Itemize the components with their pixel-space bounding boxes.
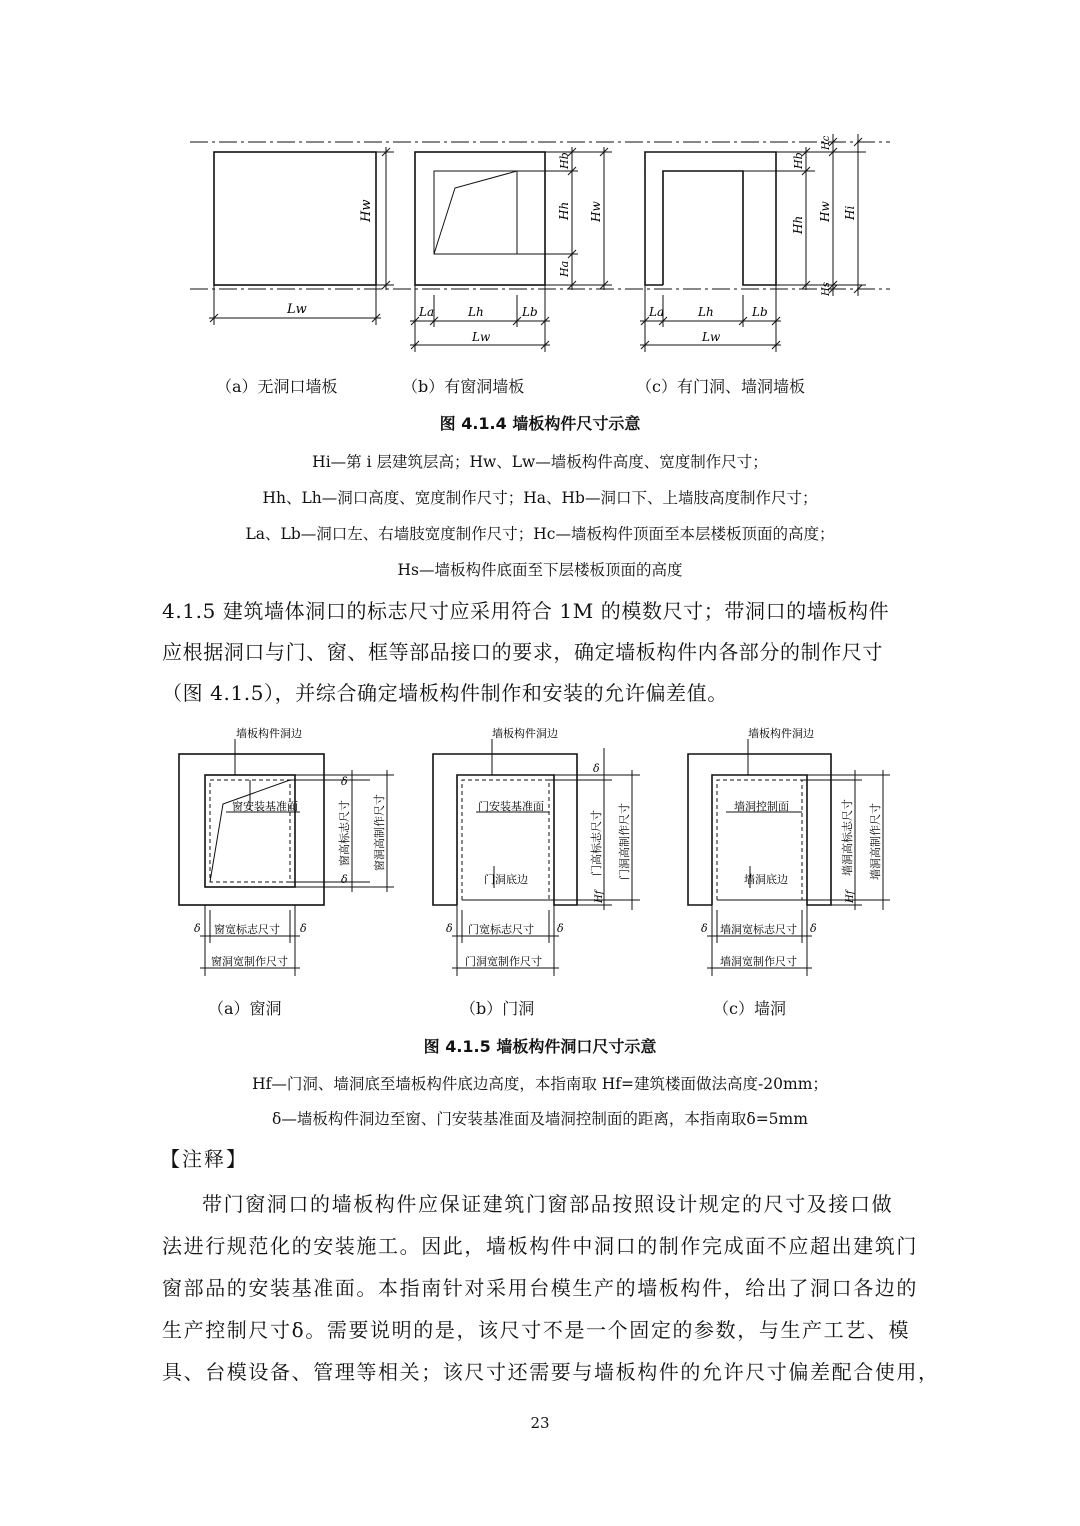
- delta-b-top: δ: [593, 762, 600, 775]
- made-w-c: 墙洞宽制作尺寸: [720, 955, 797, 968]
- note-heading: 【注释】: [160, 1147, 248, 1171]
- std-w-b: 门宽标志尺寸: [468, 923, 534, 936]
- edge-label-b: 墙板构件洞边: [492, 727, 558, 740]
- label-ha-b: Ha: [558, 260, 571, 277]
- legend-2-line-1: Hf—门洞、墙洞底至墙板构件底边高度，本指南取 Hf=建筑楼面做法高度-20mm；: [252, 1075, 828, 1093]
- std-w-a: 窗宽标志尺寸: [214, 923, 280, 936]
- clause-line-1: 4.1.5 建筑墙体洞口的标志尺寸应采用符合 1M 的模数尺寸；带洞口的墙板构件: [162, 599, 890, 623]
- label-hb-b: Hb: [558, 152, 571, 169]
- delta-b-right: δ: [557, 922, 564, 935]
- label-lw-b: Lw: [472, 330, 491, 344]
- label-hh-c: Hh: [791, 215, 805, 234]
- label-lh-b: Lh: [468, 305, 484, 319]
- label-lb-c: Lb: [752, 305, 768, 319]
- edge-label-c: 墙板构件洞边: [748, 727, 814, 740]
- delta-a-bottom: δ: [341, 873, 348, 886]
- label-hi-c: Hi: [843, 205, 857, 220]
- label-hh-b: Hh: [557, 201, 571, 220]
- hf-b: Hf: [594, 890, 605, 903]
- clause-line-2: 应根据洞口与门、窗、框等部品接口的要求，确定墙板构件内各部分的制作尺寸: [162, 640, 883, 664]
- legend-1-line-1: Hi—第 i 层建筑层高；Hw、Lw—墙板构件高度、宽度制作尺寸；: [312, 453, 768, 471]
- plane-label-c: 墙洞控制面: [734, 800, 789, 813]
- label-hc-c: Hc: [821, 135, 832, 150]
- delta-a-left: δ: [194, 922, 201, 935]
- label-hb-c: Hb: [792, 152, 805, 169]
- note-line-4: 生产控制尺寸δ。需要说明的是，该尺寸不是一个固定的参数，与生产工艺、模: [162, 1318, 911, 1342]
- bottom-label-b: 门洞底边: [484, 873, 528, 886]
- caption-b-1: （b）有窗洞墙板: [402, 377, 525, 396]
- bottom-label-c: 墙洞底边: [744, 873, 788, 886]
- delta-c-left: δ: [701, 922, 708, 935]
- clause-line-3: （图 4.1.5），并综合确定墙板构件制作和安装的允许偏差值。: [162, 681, 728, 705]
- page-number: 23: [530, 1414, 550, 1432]
- note-line-5: 具、台模设备、管理等相关；该尺寸还需要与墙板构件的允许尺寸偏差配合使用，: [162, 1360, 940, 1384]
- edge-label-a: 墙板构件洞边: [236, 727, 302, 740]
- label-lw-a: Lw: [287, 302, 307, 317]
- legend-1-line-2: Hh、Lh—洞口高度、宽度制作尺寸；Ha、Hb—洞口下、上墙肢高度制作尺寸；: [262, 489, 818, 507]
- caption-a-2: （a）窗洞: [208, 999, 282, 1018]
- std-h-c: 墙洞高标志尺寸: [841, 799, 854, 876]
- label-lh-c: Lh: [698, 305, 714, 319]
- label-la-c: La: [649, 305, 665, 319]
- label-hw-a: Hw: [359, 199, 374, 222]
- figure-4-1-5: [0, 718, 1080, 1008]
- caption-b-2: （b）门洞: [460, 999, 535, 1018]
- label-lw-c: Lw: [702, 330, 721, 344]
- made-h-c: 墙洞高制作尺寸: [869, 803, 882, 880]
- note-line-2: 法进行规范化的安装施工。因此，墙板构件中洞口的制作完成面不应超出建筑门: [162, 1234, 918, 1258]
- made-w-a: 窗洞宽制作尺寸: [211, 955, 288, 968]
- delta-b-left: δ: [446, 922, 453, 935]
- panel-c-door-opening: [640, 134, 866, 352]
- opening-a-window: [179, 726, 394, 976]
- plane-label-a: 窗安装基准面: [232, 800, 298, 813]
- caption-a-1: （a）无洞口墙板: [216, 377, 338, 396]
- std-h-b: 门高标志尺寸: [590, 810, 603, 876]
- std-w-c: 墙洞宽标志尺寸: [720, 923, 797, 936]
- made-h-a: 窗洞高制作尺寸: [373, 794, 386, 871]
- legend-1-line-4: Hs—墙板构件底面至下层楼板顶面的高度: [397, 561, 683, 579]
- figure-title-2: 图 4.1.5 墙板构件洞口尺寸示意: [423, 1037, 657, 1056]
- panel-b-window-opening: [410, 147, 612, 352]
- note-line-3: 窗部品的安装基准面。本指南针对采用台模生产的墙板构件，给出了洞口各边的: [162, 1276, 918, 1300]
- plane-label-b: 门安装基准面: [478, 800, 544, 813]
- label-hs-c: Hs: [821, 282, 832, 296]
- figure-4-1-4: [0, 0, 1080, 370]
- label-hw-c: Hw: [818, 201, 832, 222]
- caption-c-1: （c）有门洞、墙洞墙板: [636, 377, 805, 396]
- opening-b-door: [433, 726, 640, 976]
- panel-a-no-opening: [209, 147, 394, 325]
- opening-c-wall: [688, 726, 890, 976]
- delta-c-right: δ: [810, 922, 817, 935]
- std-h-a: 窗高标志尺寸: [338, 800, 351, 866]
- hf-c: Hf: [845, 890, 856, 903]
- delta-a-right: δ: [300, 922, 307, 935]
- label-la-b: La: [419, 305, 435, 319]
- delta-a-top: δ: [341, 775, 348, 788]
- made-w-b: 门洞宽制作尺寸: [465, 955, 542, 968]
- figure-title-1: 图 4.1.4 墙板构件尺寸示意: [439, 414, 641, 433]
- legend-1-line-3: La、Lb—洞口左、右墙肢宽度制作尺寸；Hc—墙板构件顶面至本层楼板顶面的高度；: [245, 525, 835, 543]
- caption-c-2: （c）墙洞: [713, 999, 786, 1018]
- label-hw-b: Hw: [589, 201, 603, 222]
- legend-2-line-2: δ—墙板构件洞边至窗、门安装基准面及墙洞控制面的距离，本指南取δ=5mm: [272, 1110, 808, 1128]
- label-lb-b: Lb: [522, 305, 538, 319]
- made-h-b: 门洞高制作尺寸: [618, 803, 631, 880]
- note-line-1: 带门窗洞口的墙板构件应保证建筑门窗部品按照设计规定的尺寸及接口做: [202, 1192, 894, 1216]
